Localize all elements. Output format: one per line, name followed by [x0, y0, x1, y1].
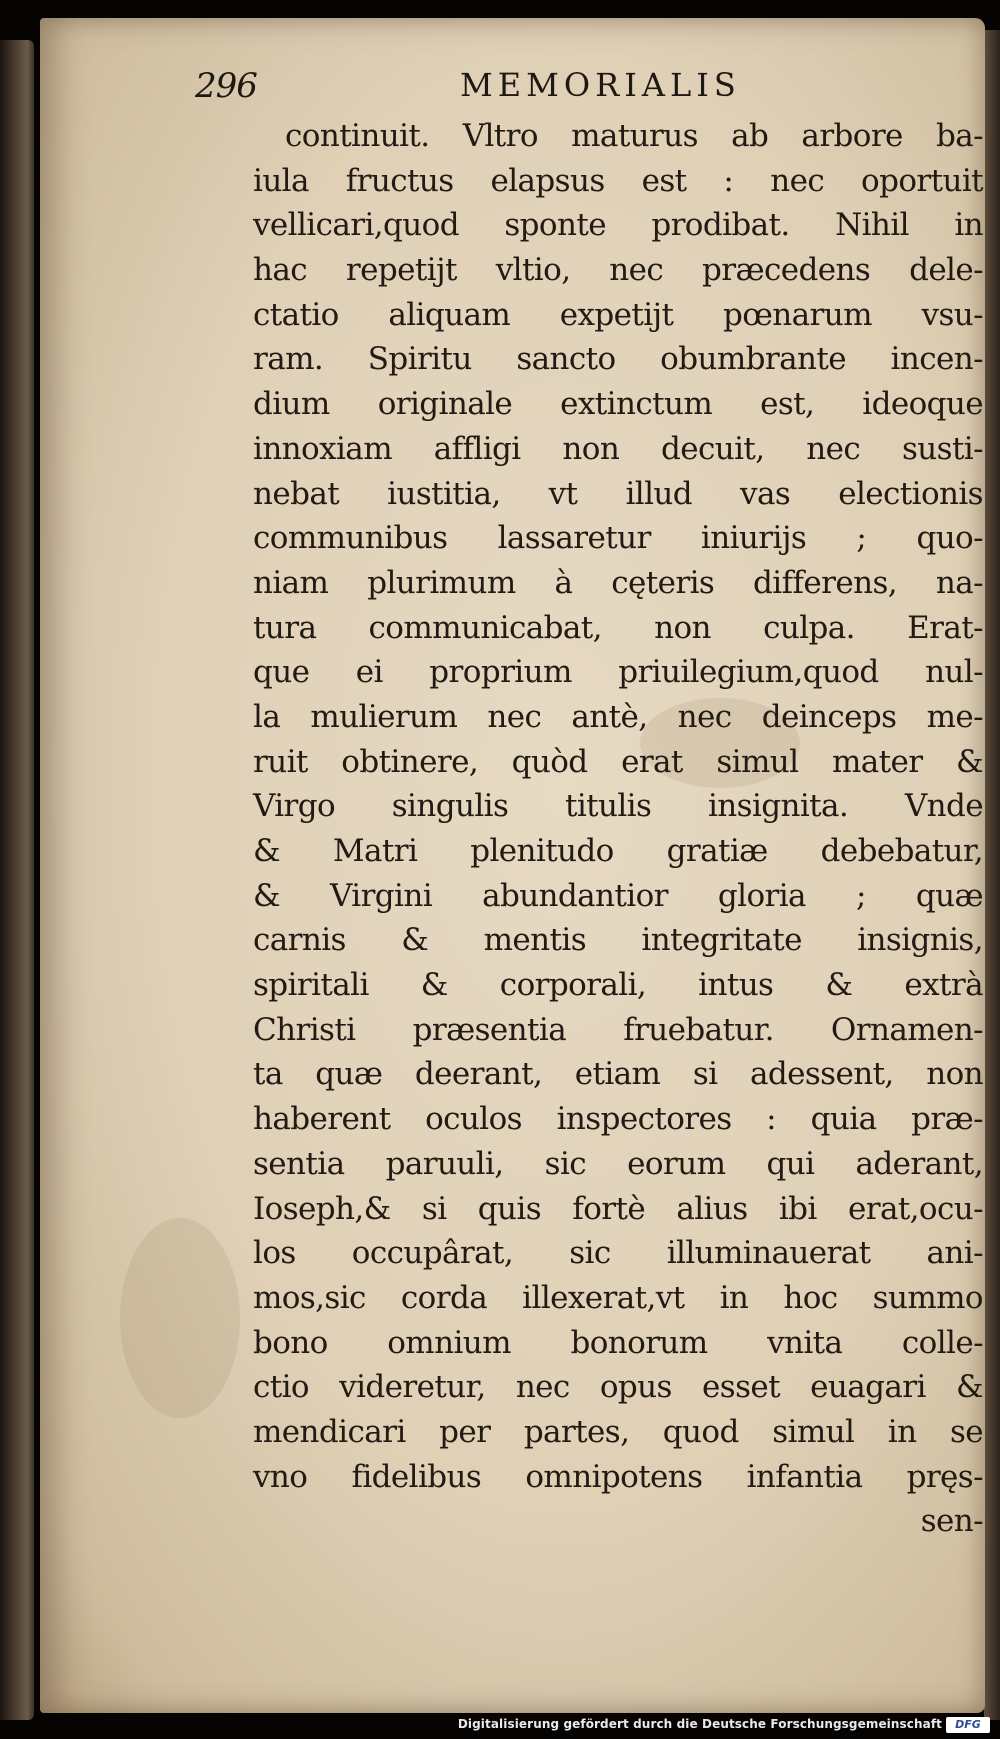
text-line: & Virgini abundantior gloria ; quæ	[253, 877, 983, 914]
book-page	[40, 18, 985, 1713]
text-line: innoxiam affligi non decuit, nec susti-	[253, 430, 983, 467]
text-line: hac repetijt vltio, nec præcedens dele-	[253, 252, 983, 289]
text-line: sentia paruuli, sic eorum qui aderant,	[253, 1145, 983, 1182]
text-line: ruit obtinere, quòd erat simul mater &	[253, 743, 983, 780]
text-line: nebat iustitia, vt illud vas electionis	[253, 475, 983, 512]
text-line: spiritali & corporali, intus & extrà	[253, 967, 983, 1004]
book-edge-right	[984, 30, 1000, 1720]
text-line: Virgo singulis titulis insignita. Vnde	[253, 788, 983, 825]
text-line: haberent oculos inspectores : quia præ-	[253, 1101, 983, 1138]
text-line: mendicari per partes, quod simul in se	[253, 1413, 983, 1450]
text-line: ta quæ deerant, etiam si adessent, non	[253, 1056, 983, 1093]
text-line: la mulierum nec antè, nec deinceps me-	[253, 698, 983, 735]
running-head	[40, 66, 985, 114]
running-title: MEMORIALIS	[460, 66, 741, 104]
text-line: ctio videretur, nec opus esset euagari &	[253, 1369, 983, 1406]
body-text	[253, 114, 983, 1544]
text-line: Christi præsentia fruebatur. Ornamen-	[253, 1011, 983, 1048]
text-line: iula fructus elapsus est : nec oportuit	[253, 162, 983, 199]
text-line: vno fidelibus omnipotens infantia pręs-	[253, 1458, 983, 1495]
text-line: que ei proprium priuilegium,quod nul-	[253, 654, 983, 691]
catchword: sen-	[920, 1503, 983, 1540]
text-line: los occupârat, sic illuminauerat ani-	[253, 1235, 983, 1272]
text-line: dium originale extinctum est, ideoque	[253, 386, 983, 423]
page-number: 296	[195, 66, 257, 106]
dfg-logo: DFG	[946, 1717, 990, 1733]
digitization-credit: Digitalisierung gefördert durch die Deutsche Forschungsgemeinschaft	[457, 1717, 942, 1731]
text-line: & Matri plenitudo gratiæ debebatur,	[253, 833, 983, 869]
text-line: communibus lassaretur iniurijs ; quo-	[253, 520, 983, 557]
text-line: niam plurimum à cęteris differens, na-	[253, 564, 983, 601]
text-line: tura communicabat, non culpa. Erat-	[253, 609, 983, 646]
text-line: bono omnium bonorum vnita colle-	[253, 1324, 983, 1361]
text-line: vellicari,quod sponte prodibat. Nihil in	[253, 207, 983, 244]
text-line: ram. Spiritu sancto obumbrante incen-	[253, 341, 983, 378]
text-line: mos,sic corda illexerat,vt in hoc summo	[253, 1279, 983, 1316]
text-line: ctatio aliquam expetijt pœnarum vsu-	[253, 296, 983, 333]
text-line: continuit. Vltro maturus ab arbore ba-	[285, 118, 983, 154]
book-spine-left	[0, 40, 34, 1720]
text-line: carnis & mentis integritate insignis,	[253, 922, 983, 959]
paper-stain	[120, 1218, 240, 1418]
text-line: Ioseph,& si quis fortè alius ibi erat,ocu-	[253, 1190, 983, 1227]
